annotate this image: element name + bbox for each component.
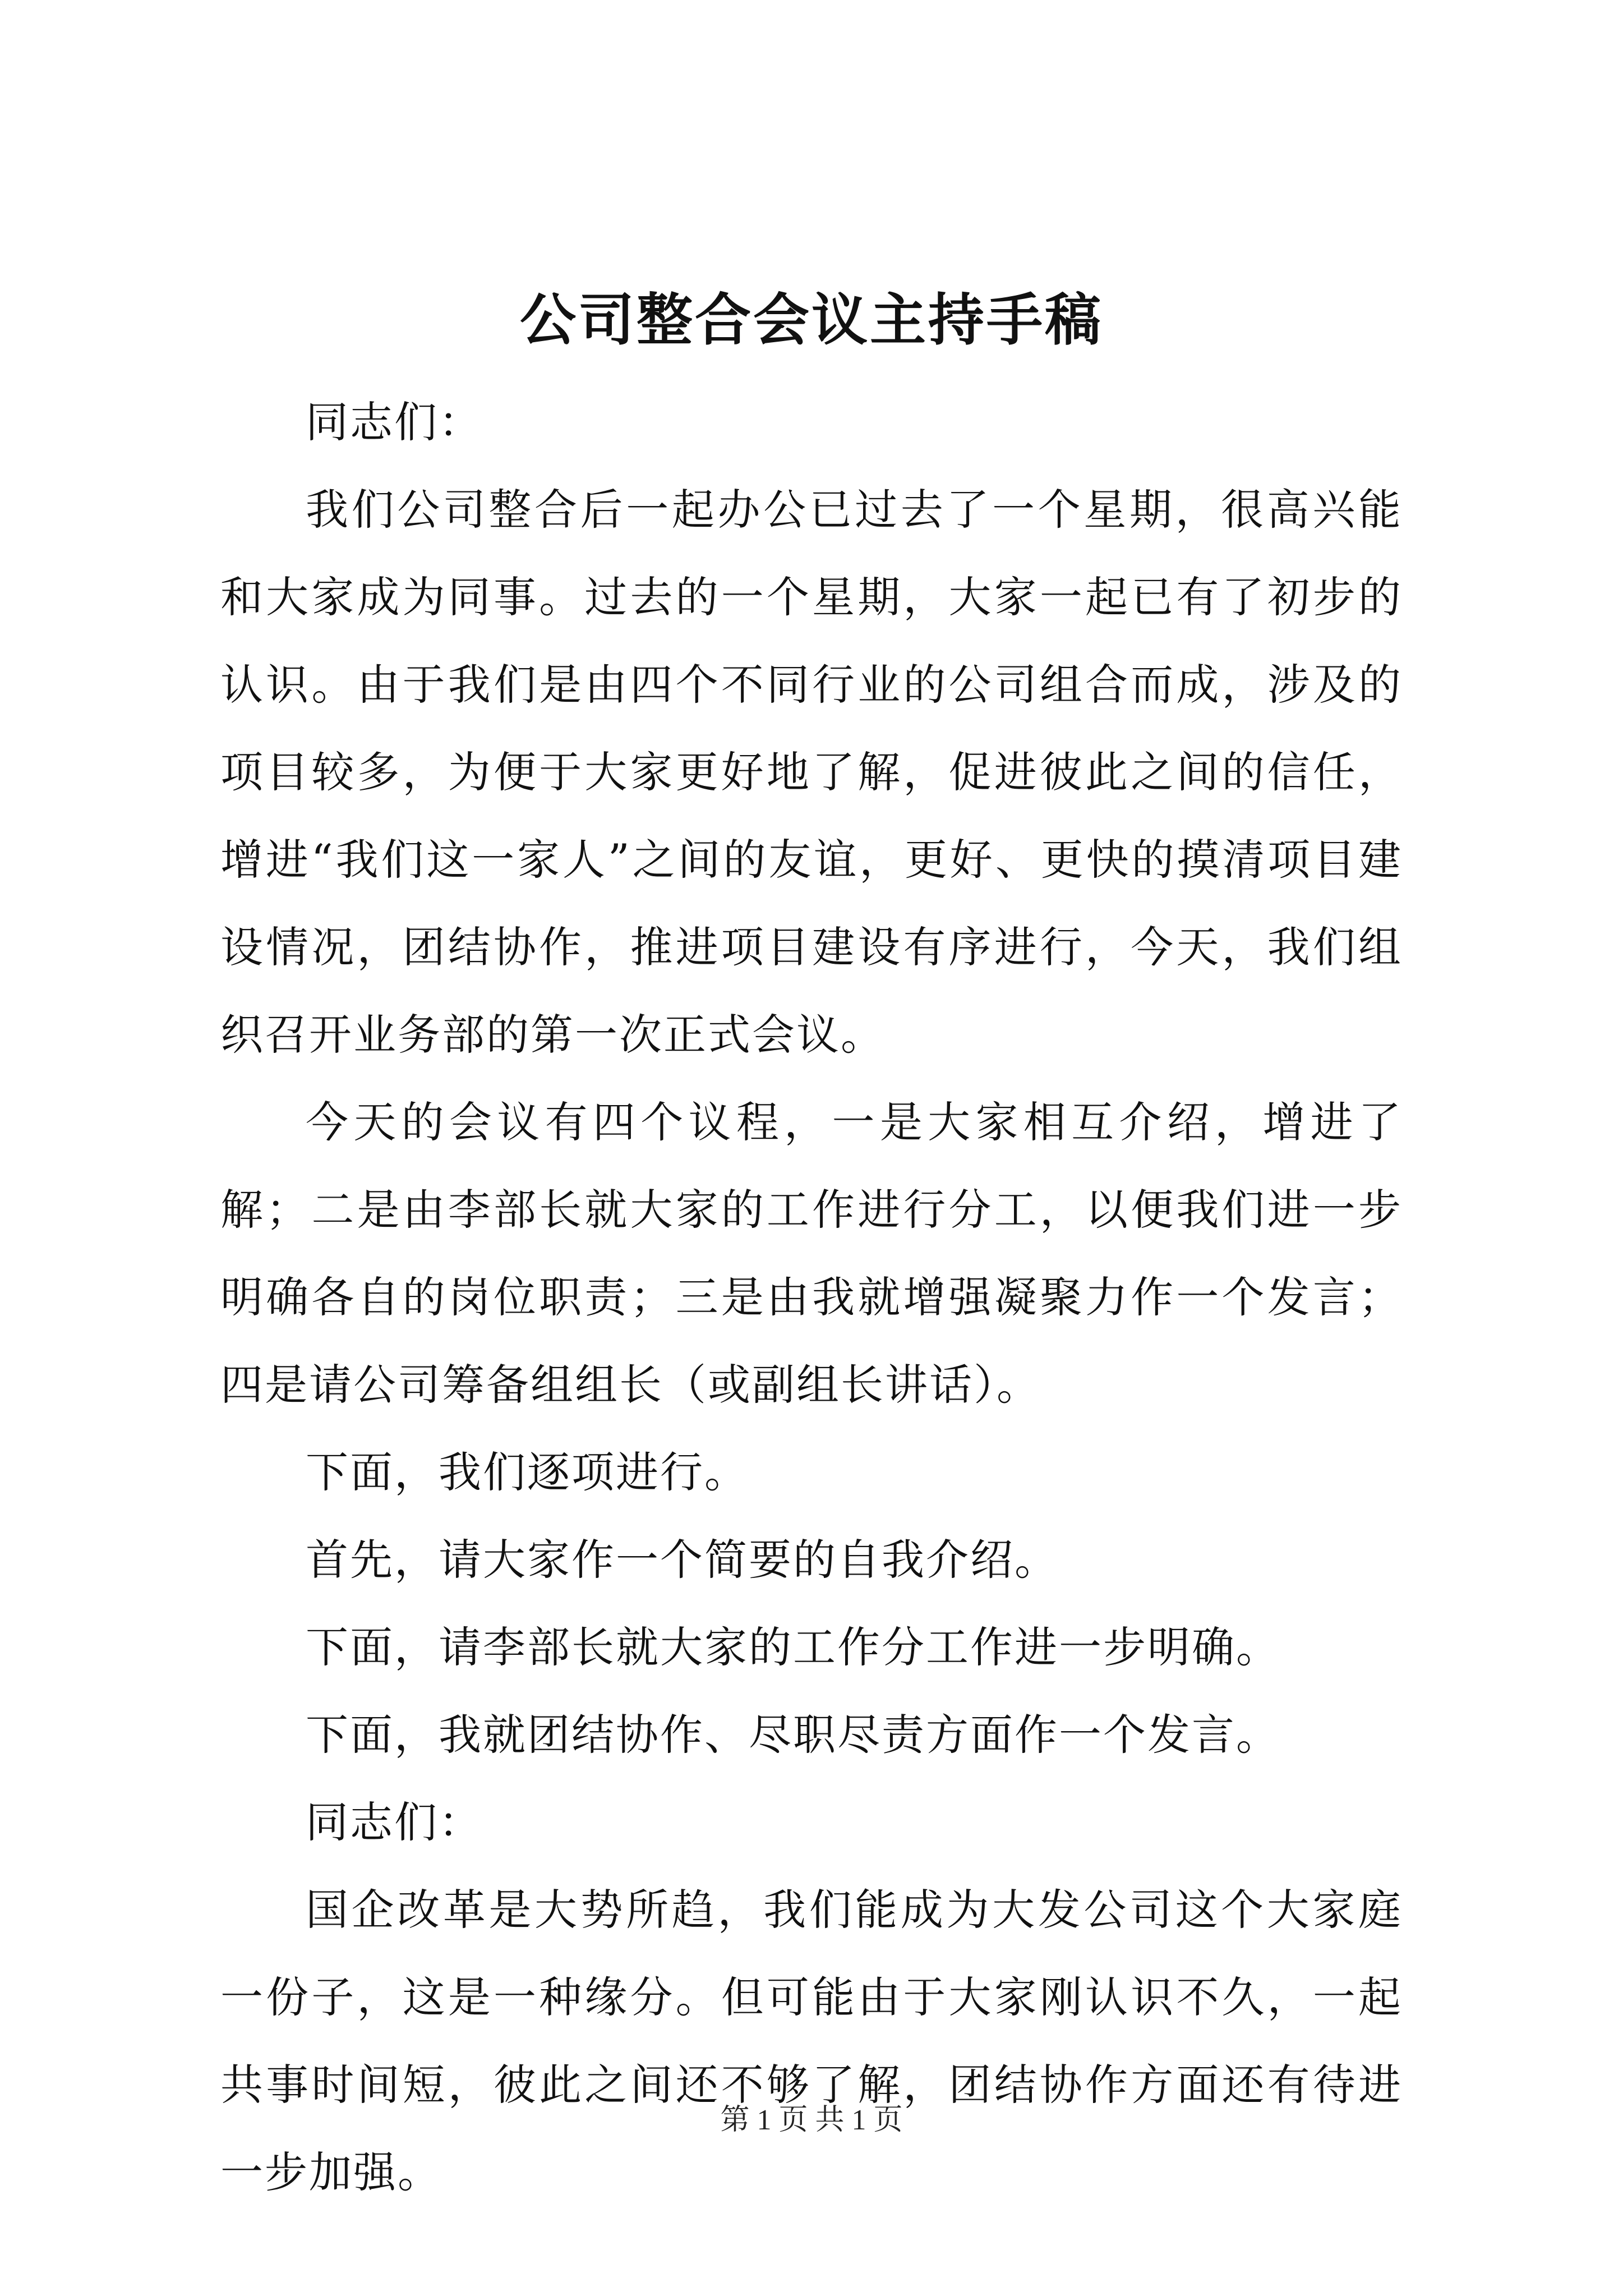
- document-body: [220, 379, 1403, 2216]
- paragraph-greeting-second: 同志们：: [306, 1797, 483, 1847]
- paragraph-speech-intro: 下面，我就团结协作、尽职尽责方面作一个发言。: [306, 1710, 1280, 1760]
- paragraph-introduction: 我们公司整合后一起办公已过去了一个星期，很高兴能和大家成为同事。过去的一个星期，大家一起已有了初步的认识。由于我们是由四个不同行业的公司组合而成，涉及的项目较多，为便于大家更好地了解，促进彼此之间的信任，增进“我们这一家人”之间的友谊，更好、更快的摸清项目建设情况，团结协作，推进项目建设有序进行，今天，我们组织召开业务部的第一次正式会议。: [220, 485, 1403, 1060]
- paragraph-self-introduction: 首先，请大家作一个简要的自我介绍。: [306, 1535, 1059, 1585]
- paragraph-greeting: 同志们：: [306, 397, 483, 447]
- paragraph-agenda: 今天的会议有四个议程，一是大家相互介绍，增进了解；二是由李部长就大家的工作进行分工，以便我们进一步明确各自的岗位职责；三是由我就增强凝聚力作一个发言；四是请公司筹备组组长（或副组长讲话）。: [220, 1097, 1403, 1410]
- paragraph-reform: 国企改革是大势所趋，我们能成为大发公司这个大家庭一份子，这是一种缘分。但可能由于大家刚认识不久，一起共事时间短，彼此之间还不够了解，团结协作方面还有待进一步加强。: [220, 1885, 1403, 2197]
- paragraph-division-of-work: 下面，请李部长就大家的工作分工作进一步明确。: [306, 1622, 1280, 1672]
- paragraph-proceed: 下面，我们逐项进行。: [306, 1447, 749, 1497]
- document-title: 公司整合会议主持手稿: [520, 287, 1103, 353]
- page-footer: 第 1 页 共 1 页: [720, 2104, 903, 2136]
